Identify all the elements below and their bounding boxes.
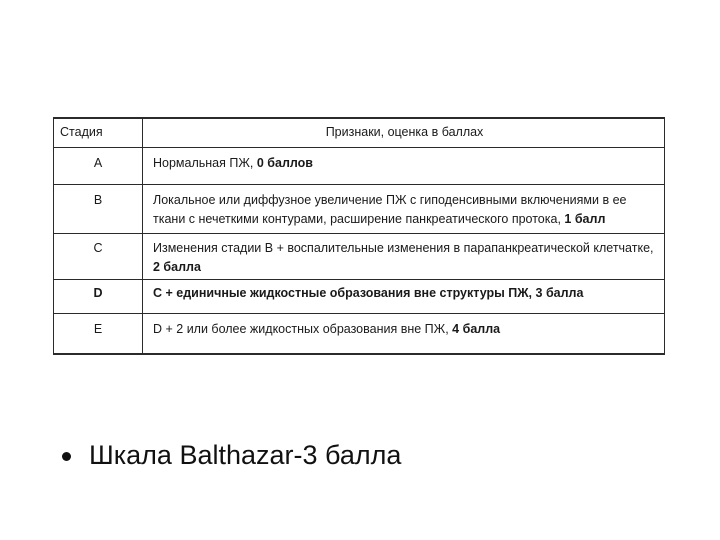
table-header-row [54,118,665,148]
row-signs [143,148,665,185]
row-text: Изменения стадии B + воспалительные изменения в парапанкреатической клетчатке, [153,241,654,255]
row-stage: B [54,185,143,234]
row-points: 0 баллов [256,156,313,170]
balthazar-table-container [53,117,665,355]
row-points: 4 балла [452,322,501,336]
row-stage: D [54,280,143,314]
row-points: 1 балл [564,212,606,226]
row-points: 2 балла [153,260,201,274]
row-stage: E [54,314,143,355]
bullet-text: Шкала Balthazar-3 балла [89,440,402,470]
row-stage: C [54,234,143,280]
table-row [54,185,665,234]
row-text: Нормальная ПЖ, [153,156,257,170]
row-signs [143,280,665,314]
row-text: C + единичные жидкостные образования вне структуры ПЖ, [153,286,536,300]
row-text: Локальное или диффузное увеличение ПЖ с гиподенсивными включениями в ее ткани с нечеткими контурами, расширение панкреатического протока, [153,193,627,226]
row-points: 3 балла [535,286,584,300]
row-signs [143,185,665,234]
row-text: D + 2 или более жидкостных образования вне ПЖ, [153,322,453,336]
table-row [54,148,665,185]
balthazar-table [53,117,665,355]
bullet-dot-icon [62,452,71,461]
row-stage: A [54,148,143,185]
table-row [54,314,665,355]
table-row [54,234,665,280]
header-signs: Признаки, оценка в баллах [143,118,665,148]
row-signs [143,314,665,355]
row-signs [143,234,665,280]
bullet-item [62,440,401,471]
header-stage: Стадия [54,118,143,148]
table-row [54,280,665,314]
